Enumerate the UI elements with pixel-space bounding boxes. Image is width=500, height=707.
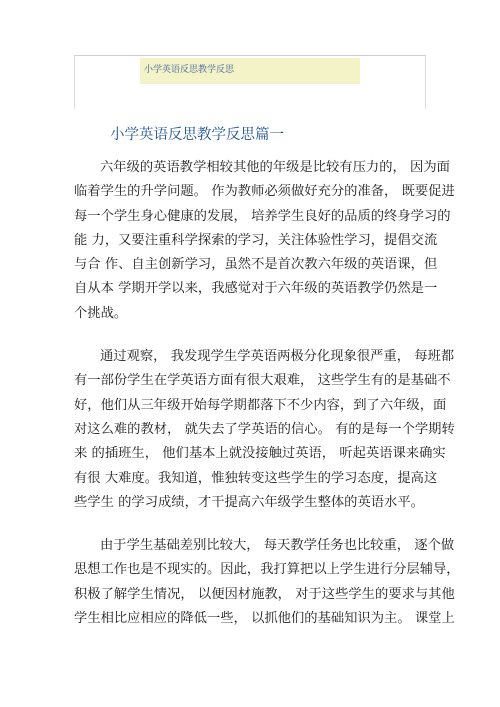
text-line: 能 力，又要注重科学探索的学习，关注体验性学习，提倡交流 <box>74 232 438 248</box>
document-body <box>74 156 460 650</box>
text-line: 积极了解学生情况， 以便因材施教， 对于这些学生的要求与其他 <box>74 586 455 602</box>
text-line: 好，他们从三年级开始每学期都落下不少内容，到了六年级，面 <box>74 397 447 413</box>
text-line: 临着学生的升学问题。 作为教师必须做好充分的准备， 既要促进 <box>74 184 455 200</box>
text-line: 自从本 学期开学以来，我感觉对于六年级的英语教学仍然是一 <box>74 281 438 297</box>
text-line: 与合 作、自主创新学习，虽然不是首次教六年级的英语课，但 <box>74 257 438 273</box>
text-line: 通过观察， 我发现学生学英语两极分化现象很严重， 每班都 <box>100 349 455 365</box>
page-header <box>74 55 426 109</box>
text-line: 个挑战。 <box>74 305 128 321</box>
text-line: 六年级的英语教学相较其他的年级是比较有压力的， 因为面 <box>100 160 450 175</box>
text-line: 有一部份学生在学英语方面有很大艰难， 这些学生有的是基础不 <box>74 373 451 389</box>
paragraph-2 <box>74 345 455 515</box>
text-line: 学生相比应相应的降低一些， 以抓他们的基础知识为主。 课堂上 <box>74 611 455 627</box>
section-title: 小学英语反思教学反思篇一 <box>110 127 284 143</box>
text-line: 由于学生基础差别比较大， 每天教学任务也比较重， 逐个做 <box>100 538 455 554</box>
text-line: 对这么难的教材， 就失去了学英语的信心。 有的是每一个学期转 <box>74 421 455 437</box>
header-title: 小学英语反思教学反思 <box>144 65 235 75</box>
text-line: 有很 大难度。我知道，惟独转变这些学生的学习态度，提高这 <box>74 470 438 486</box>
text-line: 每一个学生身心健康的发展， 培养学生良好的品质的终身学习的 <box>74 208 451 224</box>
text-line: 些学生 的学习成绩，才干提高六年级学生整体的英语水平。 <box>74 494 424 510</box>
paragraph-1 <box>74 156 455 326</box>
text-line: 来 的插班生， 他们基本上就没接触过英语， 听起英语课来确实 <box>74 446 446 462</box>
header-highlight-band <box>140 58 360 84</box>
paragraph-3 <box>74 534 460 631</box>
text-line: 思想工作也是不现实的。因此，我打算把以上学生进行分层辅导， <box>74 562 460 578</box>
